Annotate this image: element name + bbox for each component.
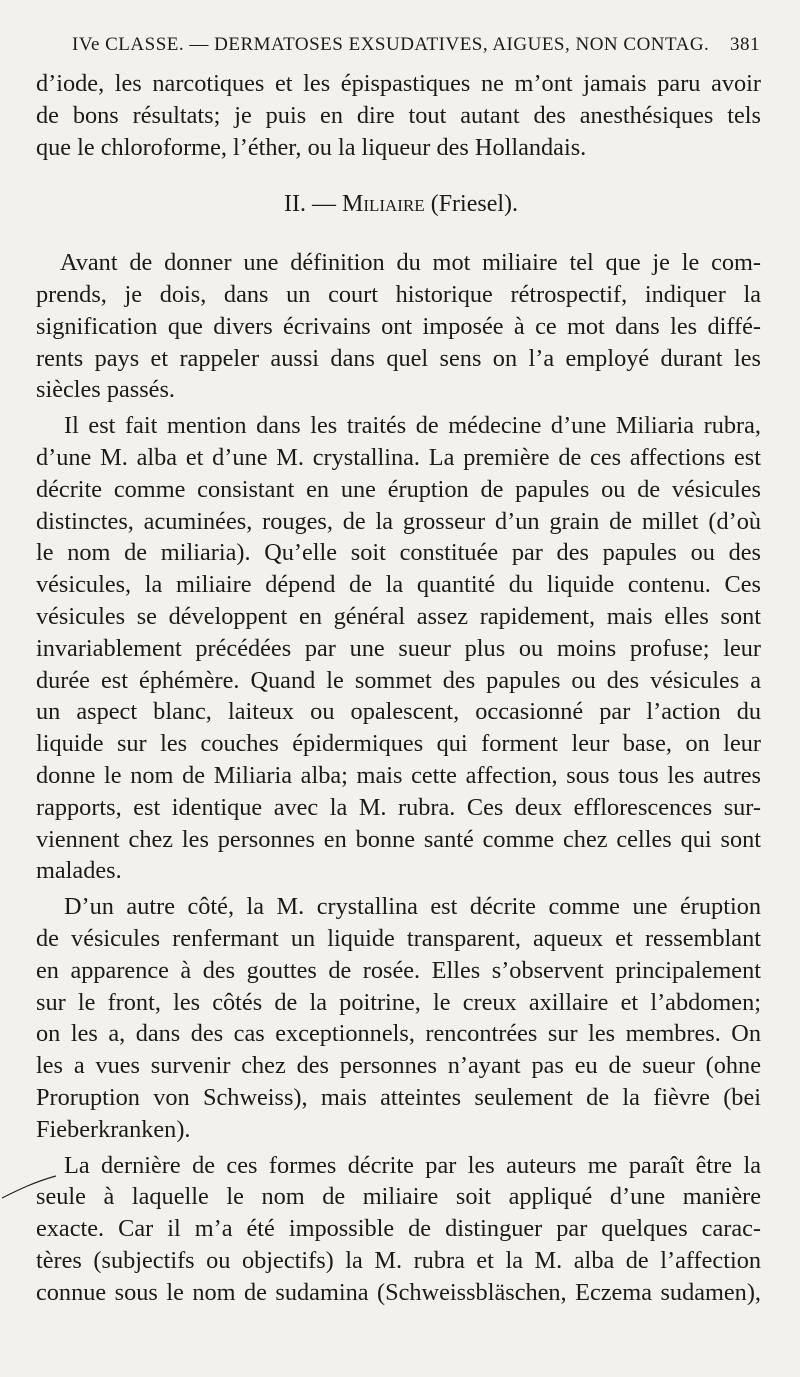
text-line: Proruption von Schweiss), mais atteintes seulement de la fièvre (bei [36,1083,761,1111]
text-line: de bons résultats; je puis en dire tout autant des anesthésiques tels [36,101,761,129]
section-number: II. — [284,191,336,218]
text-line: Il est fait mention dans les traités de médecine d’une Miliaria rubra, [64,412,761,440]
text-line: Avant de donner une définition du mot miliaire tel que je le com- [60,249,761,277]
section-heading [36,189,761,221]
text-line: le nom de miliaria). Qu’elle soit constituée par des papules ou des [36,539,761,567]
text-line: seule à laquelle le nom de miliaire soit appliqué d’une manière [36,1183,761,1211]
text-line: signification que divers écrivains ont imposée à ce mot dans les diffé- [36,312,761,340]
text-line: les a vues survenir chez des personnes n’ayant pas eu de sueur (ohne [36,1052,761,1080]
text-line: D’un autre côté, la M. crystallina est décrite comme une éruption [64,893,761,921]
text-line: rents pays et rappeler aussi dans quel sens on l’a employé durant les [36,344,761,372]
text-line: un aspect blanc, laiteux ou opalescent, occasionné par l’action du [36,698,761,726]
text-line: vésicules se développent en général assez rapidement, mais elles sont [36,602,761,630]
text-line: d’iode, les narcotiques et les épispastiques ne m’ont jamais paru avoir [36,70,761,97]
text-line: exacte. Car il m’a été impossible de distinguer par quelques carac- [36,1215,761,1243]
text-line: vésicules, la miliaire dépend de la quantité du liquide contenu. Ces [36,571,761,599]
text-line: Fieberkranken). [36,1115,191,1143]
text-line: décrite comme consistant en une éruption de papules ou de vésicules [36,475,761,503]
text-line: La dernière de ces formes décrite par les auteurs me paraît être la [64,1151,761,1179]
text-line: tères (subjectifs ou objectifs) la M. rubra et la M. alba de l’affection [36,1246,761,1274]
text-line: durée est éphémère. Quand le sommet des papules ou des vésicules a [36,666,761,694]
text-line: que le chloroforme, l’éther, ou la liqueur des Hollandais. [36,133,587,161]
text-line: donne le nom de Miliaria alba; mais cette affection, sous tous les autres [36,761,761,789]
text-line: prends, je dois, dans un court historique rétrospectif, indiquer la [36,280,761,308]
section-title-main: Miliaire [341,191,425,218]
text-line: sur le front, les côtés de la poitrine, le creux axillaire et l’abdomen; [36,988,761,1016]
text-line: siècles passés. [36,376,175,404]
text-line: d’une M. alba et d’une M. crystallina. La première de ces affections est [36,443,761,471]
text-line: de vésicules renfermant un liquide transparent, aqueux et ressemblant [36,924,761,952]
text-line: distinctes, acuminées, rouges, de la grosseur d’un grain de millet (d’où [36,507,761,535]
section-title-sub: (Friesel). [430,191,519,218]
pen-stroke-mark [0,1172,60,1202]
page-number: 381 [730,34,760,55]
text-line: connue sous le nom de sudamina (Schweissbläschen, Eczema sudamen), [36,1278,761,1306]
text-line: rapports, est identique avec la M. rubra. Ces deux efflorescences sur- [36,793,761,821]
text-line: liquide sur les couches épidermiques qui forment leur base, on leur [36,730,761,758]
text-line: viennent chez les personnes en bonne santé comme chez celles qui sont [36,825,761,853]
body-text [36,68,761,1308]
running-head [72,34,760,56]
running-head-title: IVe CLASSE. — DERMATOSES EXSUDATIVES, AIGUES, NON CONTAG. [72,34,710,55]
text-line: on les a, dans des cas exceptionnels, rencontrées sur les membres. On [36,1020,761,1048]
text-line: en apparence à des gouttes de rosée. Elles s’observent principalement [36,956,761,984]
text-line: invariablement précédées par une sueur plus ou moins profuse; leur [36,634,761,662]
text-line: malades. [36,857,122,885]
